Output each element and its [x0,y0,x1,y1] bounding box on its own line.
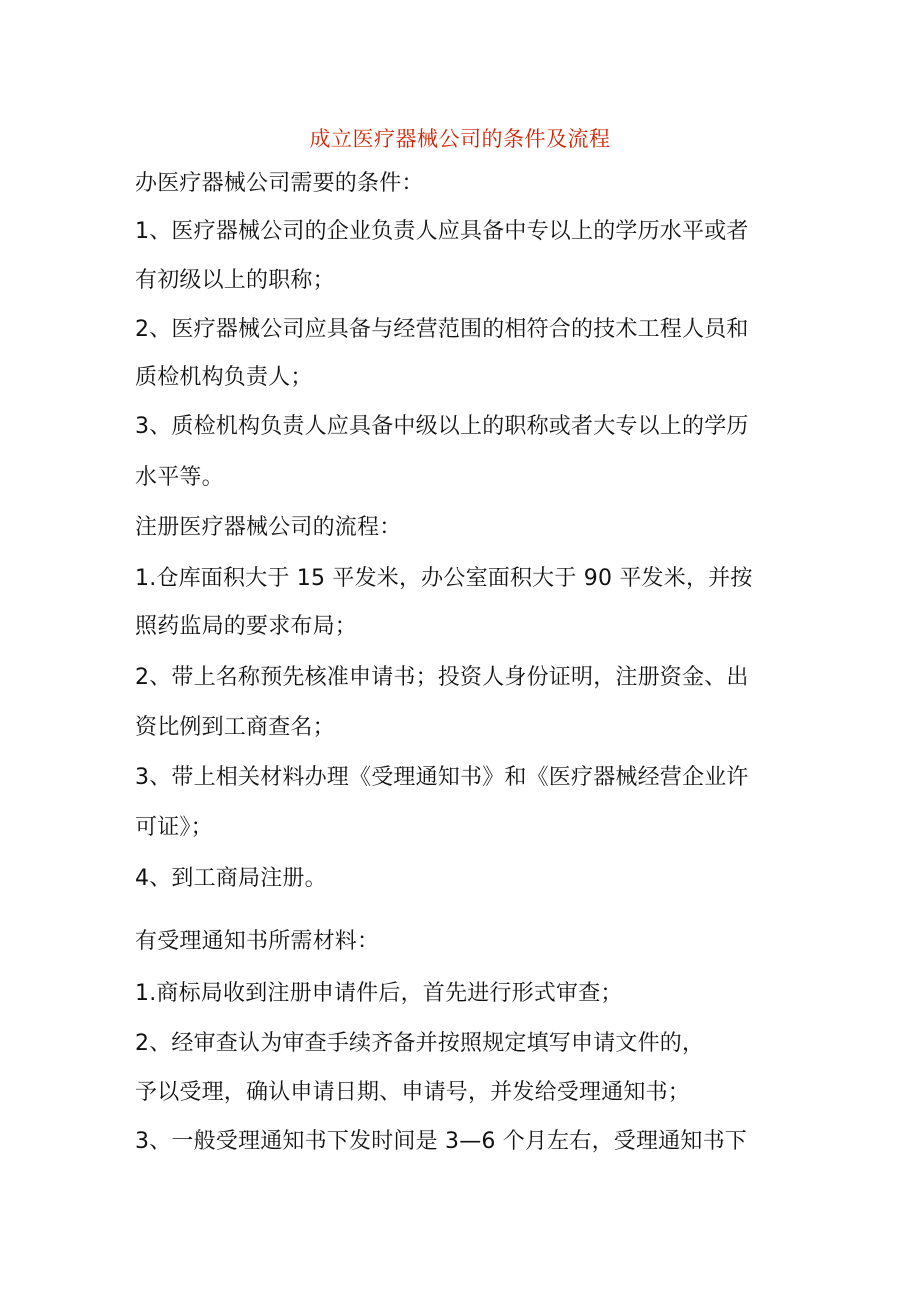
paragraph-line: 3、一般受理通知书下发时间是 3—6 个月左右，受理通知书下 [135,1129,747,1154]
paragraph-line: 1.仓库面积大于 15 平发米，办公室面积大于 90 平发米，并按 [135,566,753,591]
paragraph-line: 2、经审查认为审查手续齐备并按照规定填写申请文件的， [135,1031,705,1056]
paragraph-line: 1.商标局收到注册申请件后，首先进行形式审查； [135,981,623,1006]
paragraph-line: 质检机构负责人； [135,365,313,390]
paragraph-line: 照药监局的要求布局； [135,614,358,639]
paragraph-line: 可证》； [135,815,213,840]
paragraph-line: 4、到工商局注册。 [135,866,327,891]
paragraph-line: 有受理通知书所需材料： [135,929,380,954]
paragraph-line: 2、带上名称预先核准申请书；投资人身份证明，注册资金、出 [135,665,749,690]
document-title: 成立医疗器械公司的条件及流程 [309,127,611,151]
paragraph-line: 3、质检机构负责人应具备中级以上的职称或者大专以上的学历 [135,414,749,439]
paragraph-line: 注册医疗器械公司的流程： [135,515,402,540]
paragraph-line: 2、医疗器械公司应具备与经营范围的相符合的技术工程人员和 [135,317,749,342]
paragraph-line: 予以受理，确认申请日期、申请号，并发给受理通知书； [135,1080,691,1105]
paragraph-line: 有初级以上的职称； [135,268,335,293]
paragraph-line: 水平等。 [135,465,224,490]
paragraph-line: 3、带上相关材料办理《受理通知书》和《医疗器械经营企业许 [135,765,749,790]
paragraph-line: 1、医疗器械公司的企业负责人应具备中专以上的学历水平或者 [135,219,749,244]
paragraph-line: 资比例到工商查名； [135,715,335,740]
paragraph-line: 办医疗器械公司需要的条件： [135,171,424,196]
